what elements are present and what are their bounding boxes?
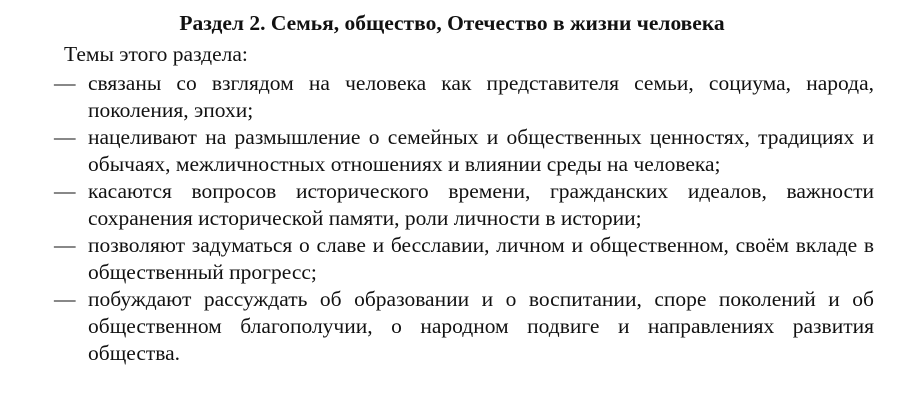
topics-list	[54, 70, 874, 367]
bullet-dash: —	[54, 179, 76, 203]
bullet-dash: —	[54, 125, 76, 149]
list-item-text: позволяют задуматься о славе и бесславии, личном и общественном, своём вкладе в общественный прогресс;	[88, 233, 874, 284]
list-item-text: побуждают рассуждать об образовании и о воспитании, споре поколений и об общественном благополучии, о народном подвиге и направлениях развития общества.	[88, 287, 874, 365]
list-item	[54, 286, 874, 367]
list-item	[54, 124, 874, 178]
list-item	[54, 178, 874, 232]
bullet-dash: —	[54, 233, 76, 257]
section-title: Раздел 2. Семья, общество, Отечество в жизни человека	[179, 11, 725, 35]
bullet-dash: —	[54, 71, 76, 95]
list-item-text: нацеливают на размышление о семейных и общественных ценностях, традициях и обычаях, межличностных отношениях и влиянии среды на человека;	[88, 125, 874, 176]
section-intro: Темы этого раздела:	[64, 42, 248, 66]
list-item-text: связаны со взглядом на человека как представителя семьи, социума, народа, поколения, эпохи;	[88, 71, 874, 122]
list-item	[54, 70, 874, 124]
list-item-text: касаются вопросов исторического времени, гражданских идеалов, важности сохранения исторической памяти, роли личности в истории;	[88, 179, 874, 230]
list-item	[54, 232, 874, 286]
bullet-dash: —	[54, 287, 76, 311]
